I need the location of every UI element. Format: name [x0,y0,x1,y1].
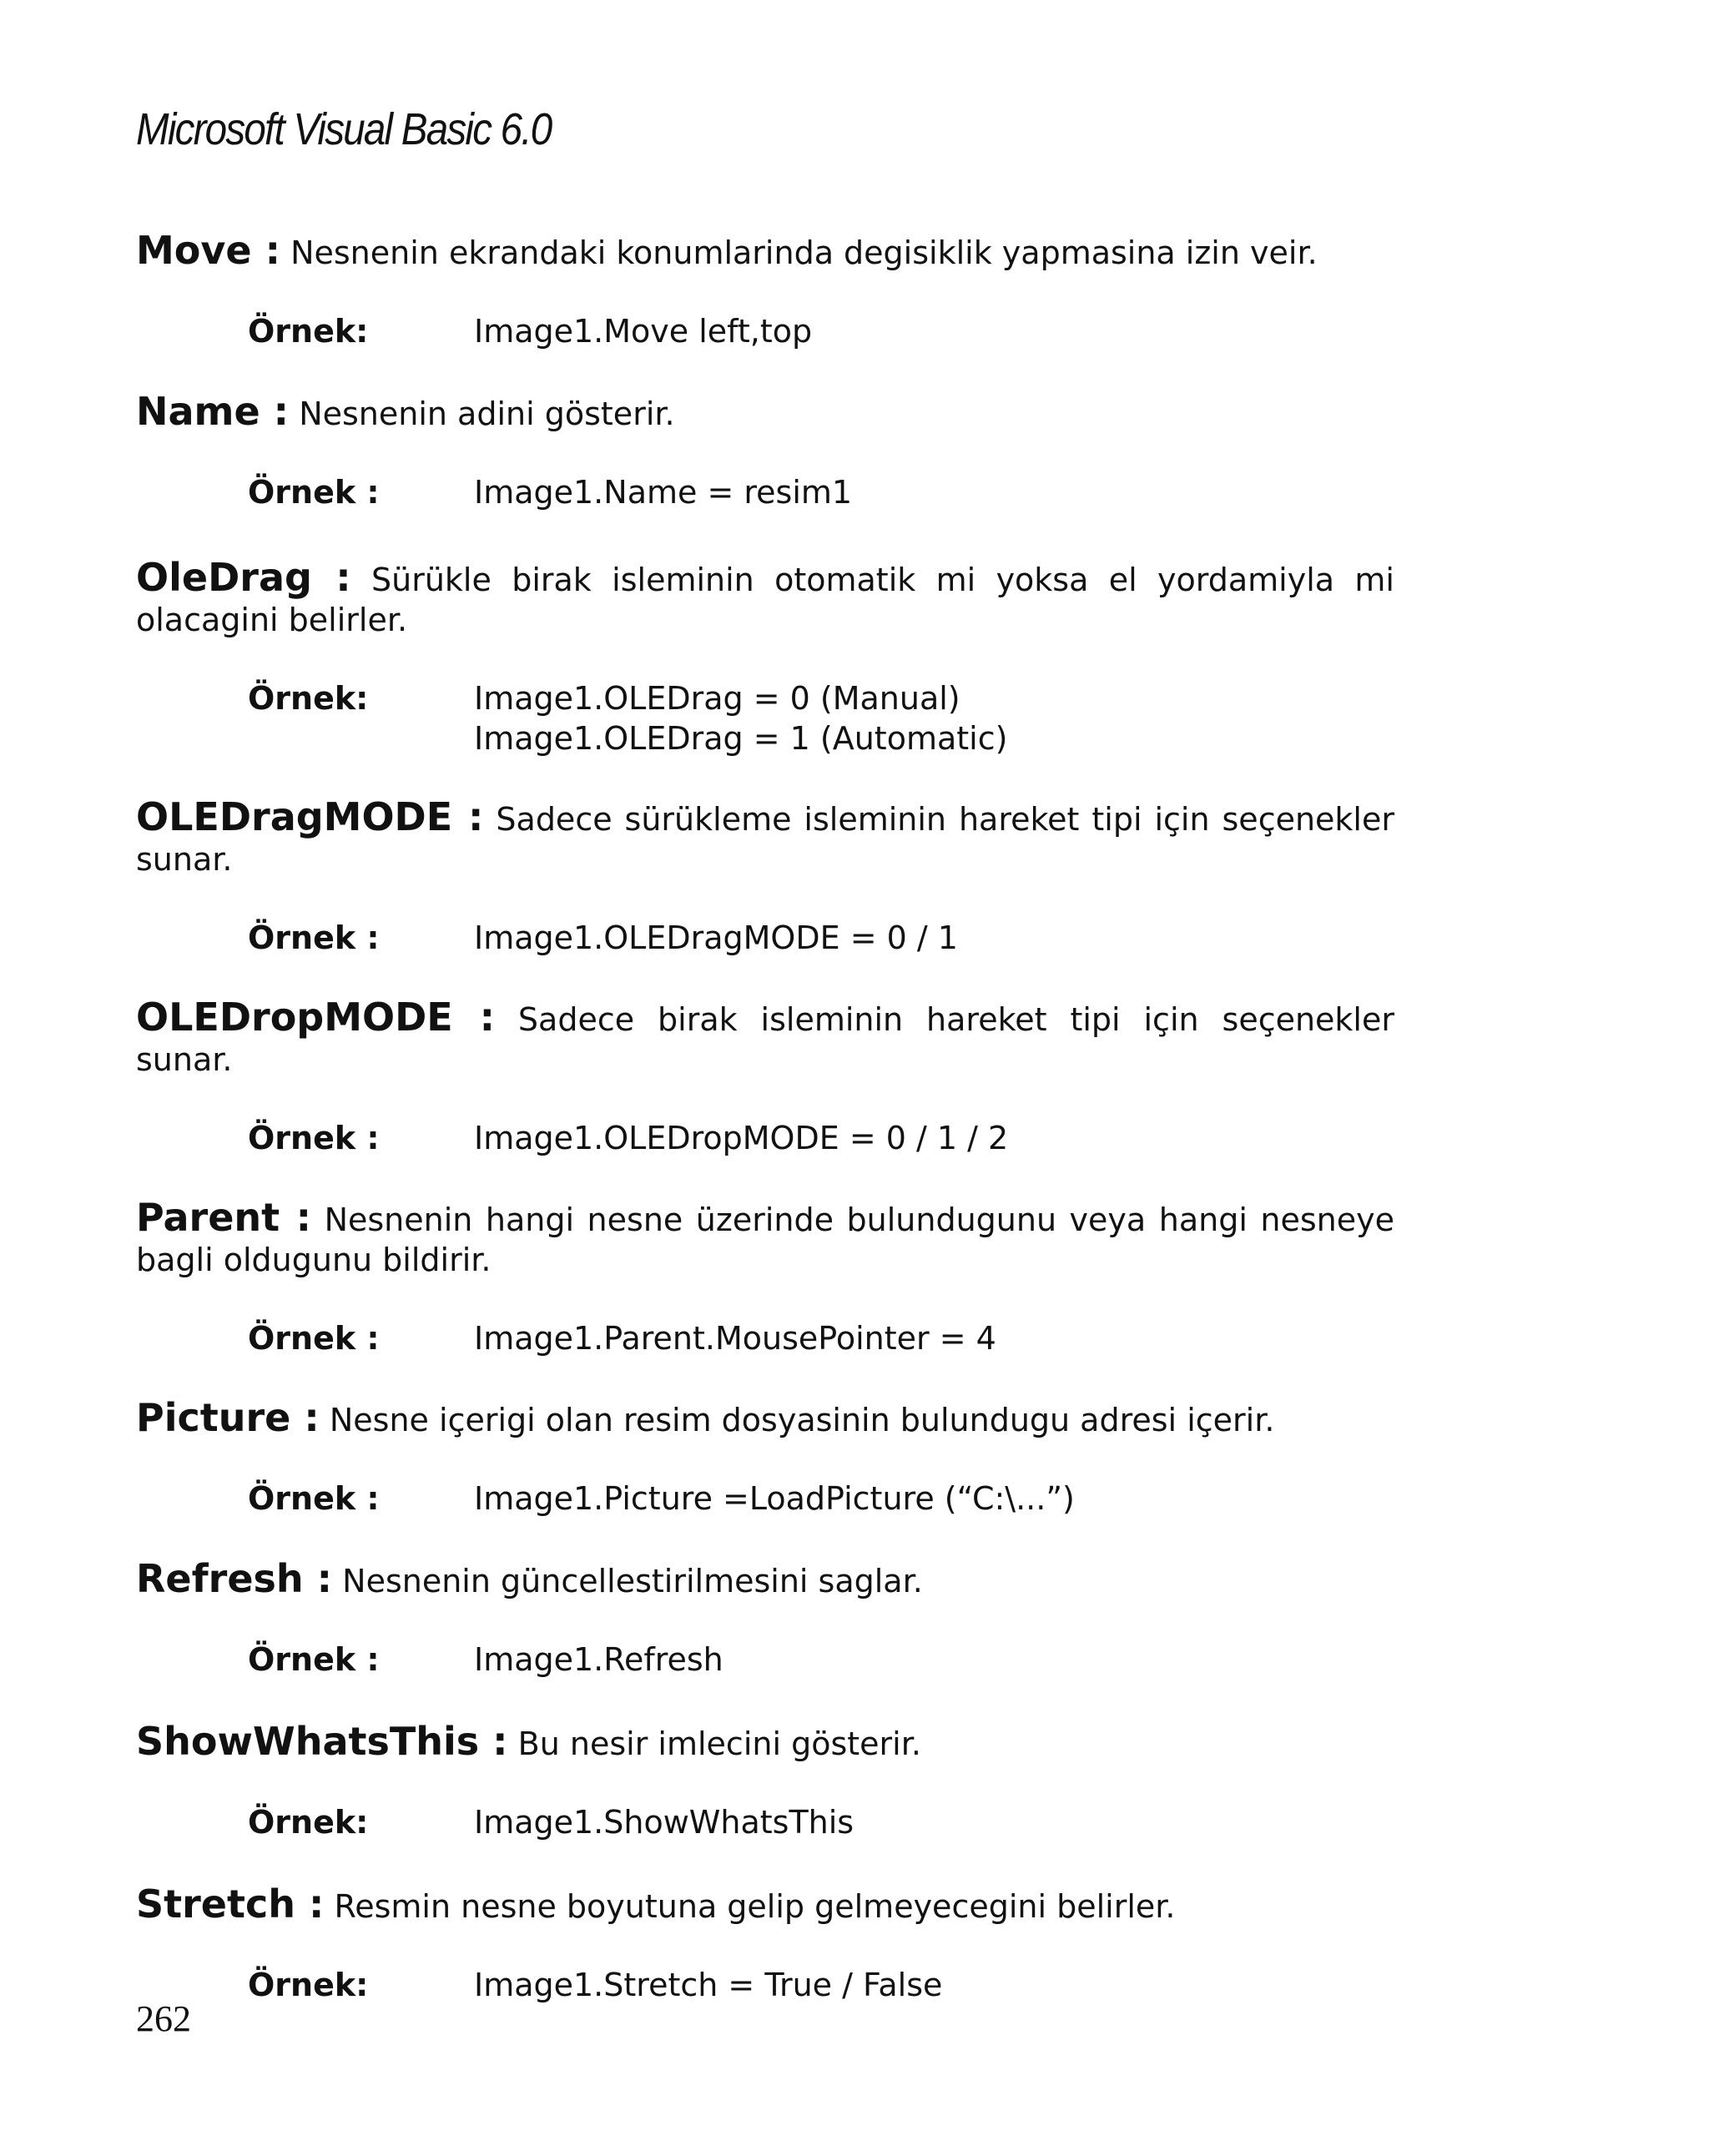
entry-picture [136,1395,1394,1517]
example-label: Örnek: [248,1804,369,1841]
definition [136,1556,1394,1601]
entry-showwhatsthis [136,1719,1394,1841]
code-line: Image1.OLEDropMODE = 0 / 1 / 2 [474,1120,1009,1156]
definition-text: Nesne içerigi olan resim dosyasinin bulundugu adresi içerir. [329,1402,1275,1438]
code-line: Image1.OLEDragMODE = 0 / 1 [474,919,958,956]
entry-move [136,228,1394,350]
definition [136,794,1394,879]
example-label: Örnek : [248,1641,380,1678]
definition-text: Nesnenin güncellestirilmesini saglar. [342,1563,923,1599]
example-code [474,1640,723,1680]
term: Refresh : [136,1556,333,1601]
code-line: Image1.Parent.MousePointer = 4 [474,1320,996,1357]
term: OleDrag : [136,555,351,600]
definition [136,557,1394,640]
definition [136,997,1394,1080]
page-number: 262 [136,1998,191,2039]
example-code [474,678,1007,758]
term: Name : [136,389,290,434]
entry-stretch [136,1881,1394,2003]
example-label: Örnek : [248,1120,380,1156]
entry-oledragmode [136,794,1394,956]
example-code [474,472,852,512]
term: Parent : [136,1195,312,1240]
entry-name [136,389,1394,511]
code-line: Image1.Refresh [474,1641,723,1678]
code-line: Image1.Move left,top [474,313,813,350]
definition [136,1197,1394,1280]
example-label: Örnek : [248,1480,380,1517]
example-code [474,918,958,958]
code-line: Image1.ShowWhatsThis [474,1804,854,1841]
example-label: Örnek: [248,313,369,350]
example-code [474,1802,854,1842]
definition-text: Nesnenin hangi nesne üzerinde bulundugunu veya hangi nesneye bagli oldugunu bildirir. [136,1201,1394,1278]
definition-text: Nesnenin adini gösterir. [299,395,675,432]
definition-text: Sürükle birak isleminin otomatik mi yoksa el yordamiyla mi olacagini belirler. [136,562,1394,638]
entry-parent [136,1195,1394,1357]
example-code [474,1965,942,2005]
example-label: Örnek : [248,1320,380,1357]
term: Stretch : [136,1881,325,1927]
term: OLEDropMODE : [136,995,495,1040]
code-line: Image1.OLEDrag = 0 (Manual) [474,680,960,717]
definition-text: Bu nesir imlecini gösterir. [517,1725,921,1762]
definition-text: Sadece birak isleminin hareket tipi için seçenekler sunar. [136,1001,1394,1078]
example-label: Örnek: [248,680,369,717]
term: OLEDragMODE : [136,794,484,839]
entry-refresh [136,1556,1394,1678]
term: Picture : [136,1395,320,1440]
code-line: Image1.Name = resim1 [474,474,853,511]
definition [136,391,1394,434]
example-label: Örnek : [248,919,380,956]
code-line: Image1.Picture =LoadPicture (“C:\...”) [474,1480,1075,1517]
code-line: Image1.OLEDrag = 1 (Automatic) [474,720,1008,757]
entry-oledropmode [136,995,1394,1156]
definition-text: Resmin nesne boyutuna gelip gelmeyecegini belirler. [334,1888,1176,1925]
example-code [474,311,812,351]
entry-oledrag [136,555,1394,757]
term: Move : [136,228,280,273]
definition [136,230,1394,273]
example-label: Örnek : [248,474,380,511]
definition [136,1881,1394,1927]
definition [136,1395,1394,1440]
code-line: Image1.Stretch = True / False [474,1967,943,2003]
term: ShowWhatsThis : [136,1719,508,1764]
running-header: Microsoft Visual Basic 6.0 [136,104,552,154]
definition-text: Sadece sürükleme isleminin hareket tipi için seçenekler sunar. [136,801,1394,878]
example-code [474,1478,1075,1519]
definition [136,1721,1394,1764]
example-label: Örnek: [248,1967,369,2003]
example-code [474,1318,996,1358]
definition-text: Nesnenin ekrandaki konumlarinda degisiklik yapmasina izin veir. [290,234,1318,271]
example-code [474,1118,1008,1158]
